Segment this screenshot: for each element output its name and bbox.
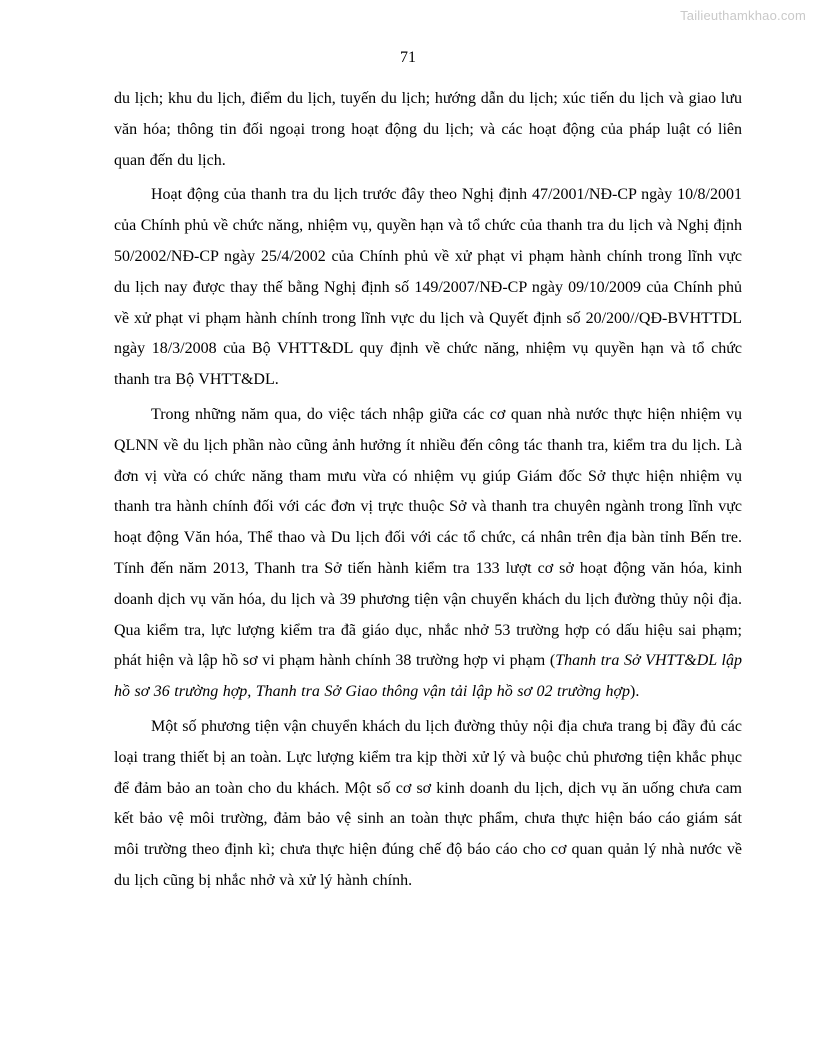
page-number: 71: [400, 49, 416, 66]
paragraph-3: [114, 400, 742, 708]
paragraph-3-closing: ).: [629, 683, 640, 701]
paragraph-3-italic-note: Thanh tra Sở VHTT&DL lập hồ sơ 36 trường hợp, Thanh tra Sở Giao thông vận tải lập hồ sơ 02 trường hợp: [114, 652, 742, 701]
paragraph-3-main-text: Trong những năm qua, do việc tách nhập giữa các cơ quan nhà nước thực hiện nhiệm vụ QLNN về du lịch phần nào cũng ảnh hưởng ít nhiều đến công tác thanh tra, kiểm tra du lịch. Là đơn vị vừa có chức năng tham mưu vừa có nhiệm vụ giúp Giám đốc Sở thực hiện nhiệm vụ thanh tra hành chính đối với các đơn vị trực thuộc Sở và thanh tra chuyên ngành trong lĩnh vực hoạt động Văn hóa, Thể thao và Du lịch đối với các tổ chức, cá nhân trên địa bàn tỉnh Bến tre. Tính đến năm 2013, Thanh tra Sở tiến hành kiểm tra 133 lượt cơ sở hoạt động văn hóa, kinh doanh dịch vụ văn hóa, du lịch và 39 phương tiện vận chuyển khách du lịch đường thủy nội địa. Qua kiểm tra, lực lượng kiểm tra đã giáo dục, nhắc nhở 53 trường hợp có dấu hiệu sai phạm; phát hiện và lập hồ sơ vi phạm hành chính 38 trường hợp vi phạm (: [114, 405, 742, 670]
paragraph-4: Một số phương tiện vận chuyển khách du lịch đường thủy nội địa chưa trang bị đầy đủ các loại trang thiết bị an toàn. Lực lượng kiểm tra kịp thời xử lý và buộc chủ phương tiện khắc phục để đảm bảo an toàn cho du khách. Một số cơ sơ kinh doanh du lịch, dịch vụ ăn uống chưa cam kết bảo vệ môi trường, đảm bảo vệ sinh an toàn thực phẩm, chưa thực hiện báo cáo giám sát môi trường theo định kì; chưa thực hiện đúng chế độ báo cáo cho cơ quan quản lý nhà nước về du lịch cũng bị nhắc nhở và xử lý hành chính.: [114, 717, 742, 889]
document-body: [114, 84, 742, 901]
paragraph-1: du lịch; khu du lịch, điểm du lịch, tuyến du lịch; hướng dẫn du lịch; xúc tiến du lịch và giao lưu văn hóa; thông tin đối ngoại trong hoạt động du lịch; và các hoạt động của pháp luật có liên quan đến du lịch.: [114, 90, 742, 169]
paragraph-2: Hoạt động của thanh tra du lịch trước đây theo Nghị định 47/2001/NĐ-CP ngày 10/8/2001 của Chính phủ về chức năng, nhiệm vụ, quyền hạn và tổ chức của thanh tra du lịch và Nghị định 50/2002/NĐ-CP ngày 25/4/2002 của Chính phủ về xử phạt vi phạm hành chính trong lĩnh vực du lịch nay được thay thế bằng Nghị định số 149/2007/NĐ-CP ngày 09/10/2009 của Chính phủ về xử phạt vi phạm hành chính trong lĩnh vực du lịch và Quyết định số 20/200//QĐ-BVHTTDL ngày 18/3/2008 của Bộ VHTT&DL quy định về chức năng, nhiệm vụ quyền hạn và tổ chức thanh tra Bộ VHTT&DL.: [114, 186, 742, 389]
watermark-text: Tailieuthamkhao.com: [680, 8, 806, 23]
